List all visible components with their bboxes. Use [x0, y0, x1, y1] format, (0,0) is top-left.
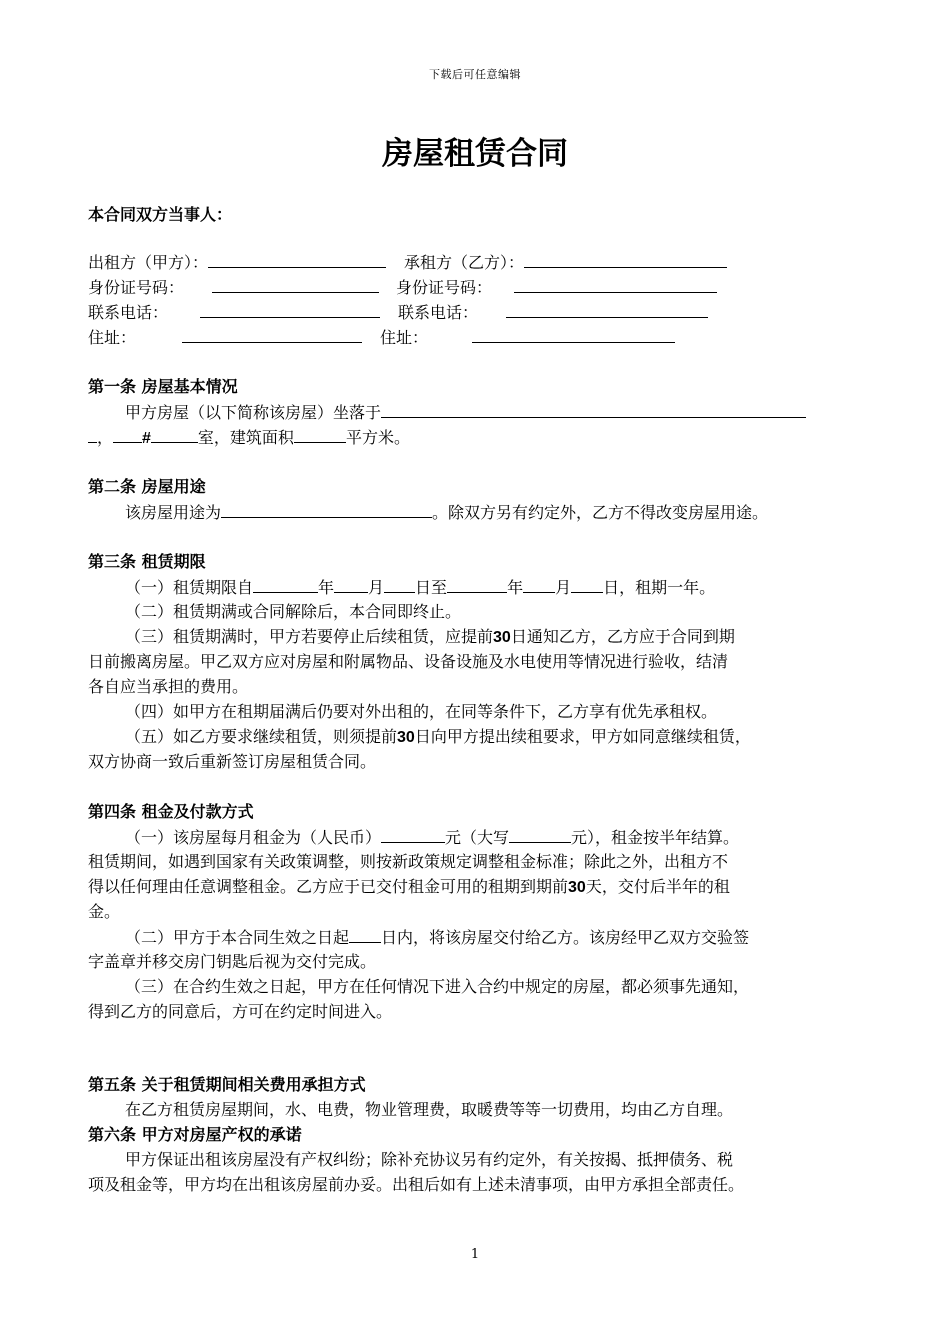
room-blank: [151, 424, 198, 443]
lessor-phone-label: 联系电话：: [88, 303, 169, 322]
usage-clause: 。除双方另有约定外，乙方不得改变房屋用途。: [432, 503, 769, 522]
lessee-address-blank: [472, 324, 675, 343]
building-blank: [88, 424, 97, 443]
text-segment: （二）甲方于本合同生效之日起: [125, 928, 350, 947]
article-3-line-5: 各自应当承担的费用。: [88, 677, 249, 696]
month-text: 月: [555, 578, 572, 597]
article-3-line-7: [125, 724, 751, 750]
lessee-id-label: 身份证号码：: [396, 278, 493, 297]
comma-text: ，: [97, 428, 114, 447]
start-day-blank: [384, 574, 415, 593]
parties-heading: 本合同双方当事人：: [88, 205, 233, 224]
hash-sign: #: [142, 430, 151, 447]
end-month-blank: [523, 574, 555, 593]
lessee-phone-label: 联系电话：: [398, 303, 479, 322]
area-label: 室，建筑面积: [197, 428, 294, 447]
year-text: 年: [318, 578, 335, 597]
article-4-line-6: 字盖章并移交房门钥匙后视为交付完成。: [88, 952, 377, 971]
lessor-address-label: 住址：: [88, 328, 137, 347]
document-title: 房屋租赁合同: [382, 136, 568, 172]
lessor-phone-blank: [200, 299, 380, 318]
area-blank: [294, 424, 346, 443]
term-end-text: 日，租期一年。: [603, 578, 716, 597]
payment-days: 30: [568, 879, 586, 896]
rent-settlement-text: 元），租金按半年结算。: [571, 828, 740, 847]
parties-row-lessor: [88, 249, 727, 275]
location-blank: [381, 399, 806, 418]
parties-row-address: [88, 324, 675, 350]
text-segment: 得以任何理由任意调整租金。乙方应于已交付租金可用的租期到期前: [88, 877, 569, 896]
year-text: 年: [507, 578, 524, 597]
text-segment: 天，交付后半年的租: [585, 877, 730, 896]
lessee-label: 承租方（乙方）：: [404, 253, 525, 272]
article-6-line-1: 甲方保证出租该房屋没有产权纠纷；除补充协议另有约定外，有关按揭、抵押债务、税: [125, 1150, 734, 1169]
lessor-address-blank: [182, 324, 362, 343]
article-2-line-1: [125, 499, 768, 525]
header-note: 下载后可任意编辑: [429, 68, 521, 81]
lessee-phone-blank: [506, 299, 708, 318]
article-6-line-2: 项及租金等，甲方均在出租该房屋前办妥。出租后如有上述未清事项，由甲方承担全部责任。: [88, 1175, 745, 1194]
lessee-name-blank: [524, 249, 727, 268]
renewal-days: 30: [397, 729, 415, 746]
parties-row-id: [88, 274, 717, 300]
article-1-heading: 第一条 房屋基本情况: [88, 377, 238, 396]
usage-label: 该房屋用途为: [125, 503, 222, 522]
rent-label: （一）该房屋每月租金为（人民币）: [125, 828, 382, 847]
rent-capital-blank: [509, 824, 571, 843]
start-year-blank: [253, 574, 318, 593]
article-4-line-8: 得到乙方的同意后，方可在约定时间进入。: [88, 1002, 393, 1021]
lessee-id-blank: [514, 274, 717, 293]
day-to-text: 日至: [415, 578, 448, 597]
article-4-line-7: （三）在合约生效之日起，甲方在任何情况下进入合约中规定的房屋，都必须事先通知，: [125, 977, 750, 996]
article-3-line-4: 日前搬离房屋。甲乙双方应对房屋和附属物品、设备设施及水电使用等情况进行验收，结清: [88, 652, 729, 671]
article-3-line-2: （二）租赁期满或合同解除后，本合同即终止。: [125, 602, 462, 621]
article-5-line-1: 在乙方租赁房屋期间，水、电费，物业管理费，取暖费等等一切费用，均由乙方自理。: [125, 1100, 734, 1119]
text-segment: （三）租赁期满时，甲方若要停止后续租赁，应提前: [125, 627, 494, 646]
article-2-heading: 第二条 房屋用途: [88, 477, 206, 496]
article-5-heading: 第五条 关于租赁期间相关费用承担方式: [88, 1075, 366, 1094]
lessor-id-label: 身份证号码：: [88, 278, 185, 297]
text-segment: 日通知乙方，乙方应于合同到期: [510, 627, 735, 646]
text-segment: （五）如乙方要求继续租赁，则须提前: [125, 727, 398, 746]
article-3-heading: 第三条 租赁期限: [88, 552, 206, 571]
delivery-days-blank: [349, 924, 381, 943]
article-1-location-label: 甲方房屋（以下简称该房屋）坐落于: [125, 403, 382, 422]
rent-capital-label: 元（大写: [445, 828, 510, 847]
unit-blank: [113, 424, 142, 443]
lessor-name-blank: [208, 249, 386, 268]
text-segment: 日向甲方提出续租要求，甲方如同意继续租赁，: [414, 727, 751, 746]
term-from-label: （一）租赁期限自: [125, 578, 254, 597]
article-1-line-2: [88, 424, 410, 451]
article-3-line-1: [125, 574, 715, 600]
article-4-heading: 第四条 租金及付款方式: [88, 802, 254, 821]
rent-amount-blank: [381, 824, 445, 843]
article-4-line-3: [88, 874, 730, 900]
article-4-line-4: 金。: [88, 902, 121, 921]
article-3-line-3: [125, 624, 735, 650]
notice-days: 30: [493, 629, 511, 646]
lessee-address-label: 住址：: [380, 328, 429, 347]
lessor-id-blank: [212, 274, 379, 293]
end-day-blank: [571, 574, 603, 593]
start-month-blank: [334, 574, 368, 593]
end-year-blank: [447, 574, 507, 593]
text-segment: 日内，将该房屋交付给乙方。该房经甲乙双方交验签: [381, 928, 750, 947]
area-unit: 平方米。: [345, 428, 410, 447]
article-4-line-1: [125, 824, 739, 850]
article-4-line-5: [125, 924, 749, 950]
usage-blank: [221, 499, 432, 518]
article-3-line-6: （四）如甲方在租期届满后仍要对外出租的，在同等条件下，乙方享有优先承租权。: [125, 702, 718, 721]
lessor-label: 出租方（甲方）：: [88, 253, 209, 272]
page-number: 1: [470, 1247, 480, 1262]
article-3-line-8: 双方协商一致后重新签订房屋租赁合同。: [88, 752, 377, 771]
article-1-line-1: [125, 399, 806, 425]
parties-row-phone: [88, 299, 708, 325]
article-4-line-2: 租赁期间，如遇到国家有关政策调整，则按新政策规定调整租金标准；除此之外，出租方不: [88, 852, 729, 871]
article-6-heading: 第六条 甲方对房屋产权的承诺: [88, 1125, 302, 1144]
month-text: 月: [368, 578, 385, 597]
